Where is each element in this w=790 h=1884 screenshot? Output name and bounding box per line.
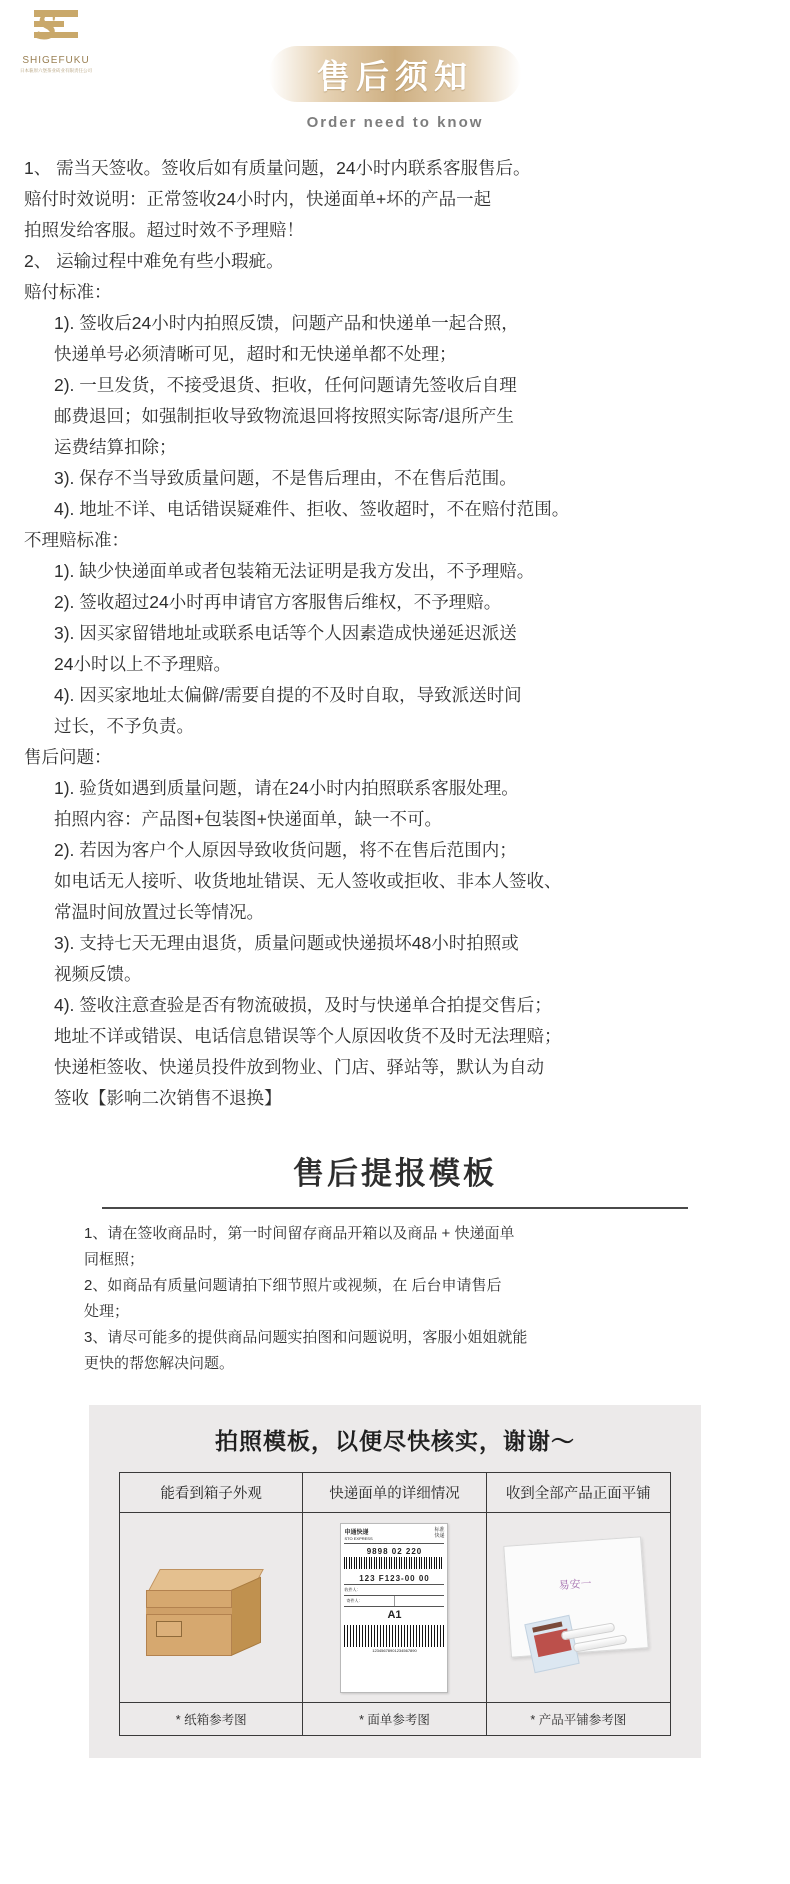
label-brand: 申通快递: [344, 1530, 369, 1536]
photo-template-title: 拍照模板，以便尽快核实，谢谢～: [215, 1428, 575, 1454]
notice-line: 视频反馈。: [54, 964, 142, 984]
notice-line: 3). 支持七天无理由退货，质量问题或快递损坏48小时拍照或: [54, 933, 519, 953]
caption-carton: * 纸箱参考图: [120, 1703, 303, 1735]
label-waybill-no: 123 F123-00 00: [359, 1574, 430, 1583]
notice-line: 过长，不予负责。: [54, 716, 194, 736]
label-big-code: A1: [344, 1606, 444, 1623]
notice-line: 4). 地址不详、电话错误疑难件、拒收、签收超时，不在赔付范围。: [54, 499, 570, 519]
section-divider: [102, 1207, 688, 1209]
notice-line: 1). 验货如遇到质量问题，请在24小时内拍照联系客服处理。: [54, 778, 519, 798]
notice-line: 拍照内容：产品图+包装图+快递面单，缺一不可。: [54, 809, 442, 829]
notice-line: 3). 因买家留错地址或联系电话等个人因素造成快递延迟派送: [54, 623, 517, 643]
flatlay-icon: [501, 1535, 653, 1683]
label-receiver: 收件人：: [344, 1584, 444, 1595]
notice-line: 不理赔标准：: [24, 530, 129, 550]
notice-line: 2、 运输过程中难免有些小瑕疵。: [24, 251, 284, 271]
brand-logo: [14, 8, 98, 74]
logo-name: SHIGEFUKU: [22, 55, 90, 66]
flatlay-logo-mark: 易安一: [557, 1577, 592, 1593]
label-extra-cell: [395, 1596, 445, 1606]
notice-line: 赔付时效说明：正常签收24小时内，快递面单+坏的产品一起: [24, 189, 492, 209]
report-line: 处理；: [84, 1303, 130, 1320]
notice-line: 常温时间放置过长等情况。: [54, 902, 264, 922]
label-barcode-top: [344, 1557, 444, 1569]
report-line: 3、请尽可能多的提供商品问题实拍图和问题说明，客服小姐姐就能: [84, 1329, 528, 1346]
logo-icon: [28, 8, 84, 54]
caption-products: * 产品平铺参考图: [530, 1713, 627, 1727]
carton-box-icon: [146, 1569, 270, 1661]
label-barcode-bottom: [344, 1625, 444, 1647]
notice-body: [24, 153, 766, 1114]
logo-subtitle: 日本萩原六堡茶业砖业有限责任公司: [19, 68, 92, 74]
notice-line: 2). 一旦发货，不接受退货、拒收，任何问题请先签收后自理: [54, 375, 517, 395]
flatlay-package: [524, 1615, 579, 1673]
logo-letter: S: [36, 6, 58, 48]
report-body: [84, 1221, 720, 1377]
label-service-bottom: 快递: [434, 1533, 445, 1539]
report-line: 更快的帮您解决问题。: [84, 1355, 235, 1372]
page-title: 售后须知: [317, 57, 473, 95]
carton-sample-cell: [120, 1513, 303, 1703]
notice-line: 快递单号必须清晰可见，超时和无快递单都不处理；: [54, 344, 457, 364]
notice-line: 3). 保存不当导致质量问题，不是售后理由，不在售后范围。: [54, 468, 517, 488]
notice-line: 售后问题：: [24, 747, 112, 767]
notice-line: 签收【影响二次销售不退换】: [54, 1088, 282, 1108]
express-label-icon: [340, 1523, 448, 1693]
report-line: 2、如商品有质量问题请拍下细节照片或视频，在 后台申请售后: [84, 1277, 502, 1294]
notice-line: 邮费退回；如强制拒收导致物流退回将按照实际寄/退所产生: [54, 406, 514, 426]
grid-image-row: [120, 1513, 670, 1703]
report-line: 1、请在签收商品时，第一时间留存商品开箱以及商品 + 快递面单: [84, 1225, 515, 1242]
notice-line: 地址不详或错误、电话信息错误等个人原因收货不及时无法理赔；: [54, 1026, 562, 1046]
notice-line: 2). 签收超过24小时再申请官方客服售后维权，不予理赔。: [54, 592, 502, 612]
notice-line: 4). 签收注意查验是否有物流破损，及时与快递单合拍提交售后；: [54, 995, 552, 1015]
caption-waybill: * 面单参考图: [303, 1703, 486, 1735]
notice-line: 1、 需当天签收。签收后如有质量问题，24小时内联系客服售后。: [24, 158, 531, 178]
report-section-title: 售后提报模板: [293, 1156, 497, 1191]
notice-line: 赔付标准：: [24, 282, 112, 302]
label-order-no: 9898 02 220: [366, 1547, 423, 1556]
notice-line: 1). 签收后24小时内拍照反馈，问题产品和快递单一起合照，: [54, 313, 519, 333]
notice-line: 4). 因买家地址太偏僻/需要自提的不及时自取，导致派送时间: [54, 685, 522, 705]
label-code: STO EXPRESS: [344, 1536, 373, 1541]
page-title-band: [269, 46, 521, 102]
label-sender: 寄件人：: [344, 1596, 395, 1606]
notice-line: 运费结算扣除；: [54, 437, 177, 457]
notice-line: 2). 若因为客户个人原因导致收货问题，将不在售后范围内；: [54, 840, 517, 860]
page-subtitle: Order need to know: [306, 114, 484, 131]
notice-line: 如电话无人接听、收货地址错误、无人签收或拒收、非本人签收、: [54, 871, 562, 891]
waybill-sample-cell: [303, 1513, 486, 1703]
grid-caption-row: [120, 1703, 670, 1735]
label-footer-no: 12345678901234567890: [372, 1648, 417, 1653]
label-service-top: 标准: [434, 1527, 445, 1533]
photo-template-grid: [119, 1472, 671, 1736]
products-sample-cell: [487, 1513, 670, 1703]
notice-line: 24小时以上不予理赔。: [54, 654, 231, 674]
grid-header-row: [120, 1473, 670, 1513]
notice-line: 1). 缺少快递面单或者包装箱无法证明是我方发出，不予理赔。: [54, 561, 535, 581]
column-header-carton: 能看到箱子外观: [120, 1473, 303, 1513]
notice-line: 快递柜签收、快递员投件放到物业、门店、驿站等，默认为自动: [54, 1057, 544, 1077]
column-header-products: 收到全部产品正面平铺: [487, 1473, 670, 1513]
notice-line: 拍照发给客服。超过时效不予理赔！: [24, 220, 304, 240]
flatlay-logo: [558, 1575, 592, 1593]
column-header-waybill: 快递面单的详细情况: [303, 1473, 486, 1513]
photo-template-card: [89, 1405, 701, 1758]
report-line: 同框照；: [84, 1251, 145, 1268]
